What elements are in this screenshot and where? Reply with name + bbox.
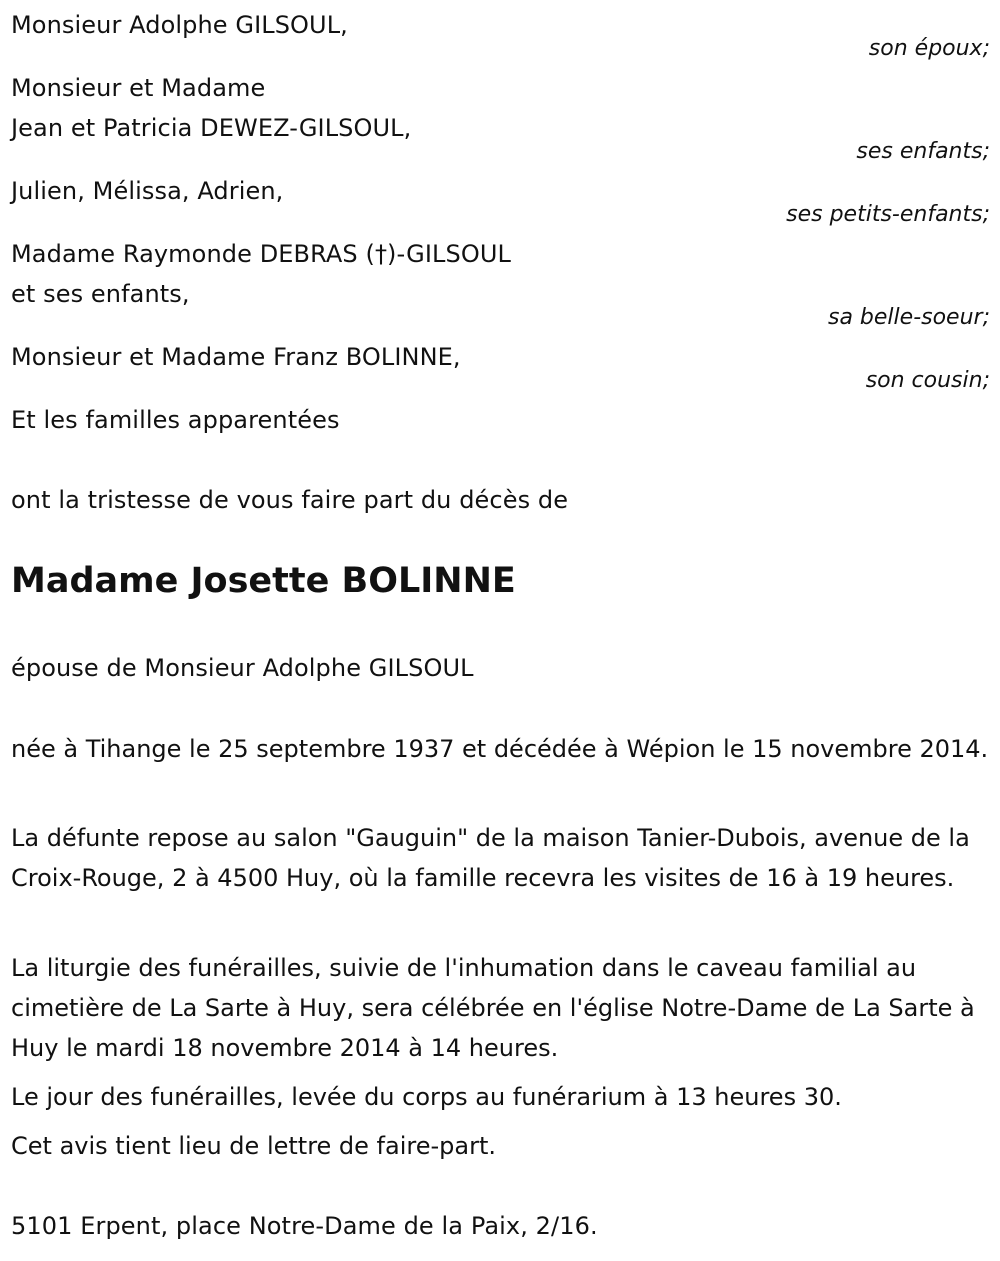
- grandchildren-role: ses petits-enfants;: [786, 202, 990, 227]
- address-line: 5101 Erpent, place Notre-Dame de la Paix, 2/16.: [11, 1212, 598, 1240]
- birth-death-paragraph: née à Tihange le 25 septembre 1937 et décédée à Wépion le 15 novembre 2014.: [11, 735, 989, 763]
- sister-in-law-role: sa belle-soeur;: [828, 305, 990, 330]
- husband-name: Monsieur Adolphe GILSOUL,: [11, 11, 348, 39]
- departure-paragraph: Le jour des funérailles, levée du corps au funérarium à 13 heures 30.: [11, 1083, 842, 1111]
- announcement-text: ont la tristesse de vous faire part du décès de: [11, 486, 569, 514]
- notice-paragraph: Cet avis tient lieu de lettre de faire-part.: [11, 1132, 496, 1160]
- related-families: Et les familles apparentées: [11, 406, 340, 434]
- sister-in-law-line2: et ses enfants,: [11, 280, 190, 308]
- husband-role: son époux;: [868, 36, 990, 61]
- viewing-paragraph: La défunte repose au salon "Gauguin" de la maison Tanier-Dubois, avenue de la Croix-Rouge, 2 à 4500 Huy, où la famille recevra les visites de 16 à 19 heures.: [11, 824, 970, 892]
- grandchildren-names: Julien, Mélissa, Adrien,: [11, 177, 284, 205]
- children-line1: Monsieur et Madame: [11, 74, 266, 102]
- children-role: ses enfants;: [856, 139, 990, 164]
- spouse-line: épouse de Monsieur Adolphe GILSOUL: [11, 654, 474, 682]
- funeral-paragraph: La liturgie des funérailles, suivie de l'inhumation dans le caveau familial au cimetière de La Sarte à Huy, sera célébrée en l'église Notre-Dame de La Sarte à Huy le mardi 18 novembre 2014 à 14 heures.: [11, 954, 975, 1062]
- sister-in-law-line1: Madame Raymonde DEBRAS (†)-GILSOUL: [11, 240, 511, 268]
- children-line2: Jean et Patricia DEWEZ-GILSOUL,: [11, 114, 412, 142]
- cousin-role: son cousin;: [865, 368, 990, 393]
- deceased-name: Madame Josette BOLINNE: [11, 561, 516, 601]
- cousin-name: Monsieur et Madame Franz BOLINNE,: [11, 343, 461, 371]
